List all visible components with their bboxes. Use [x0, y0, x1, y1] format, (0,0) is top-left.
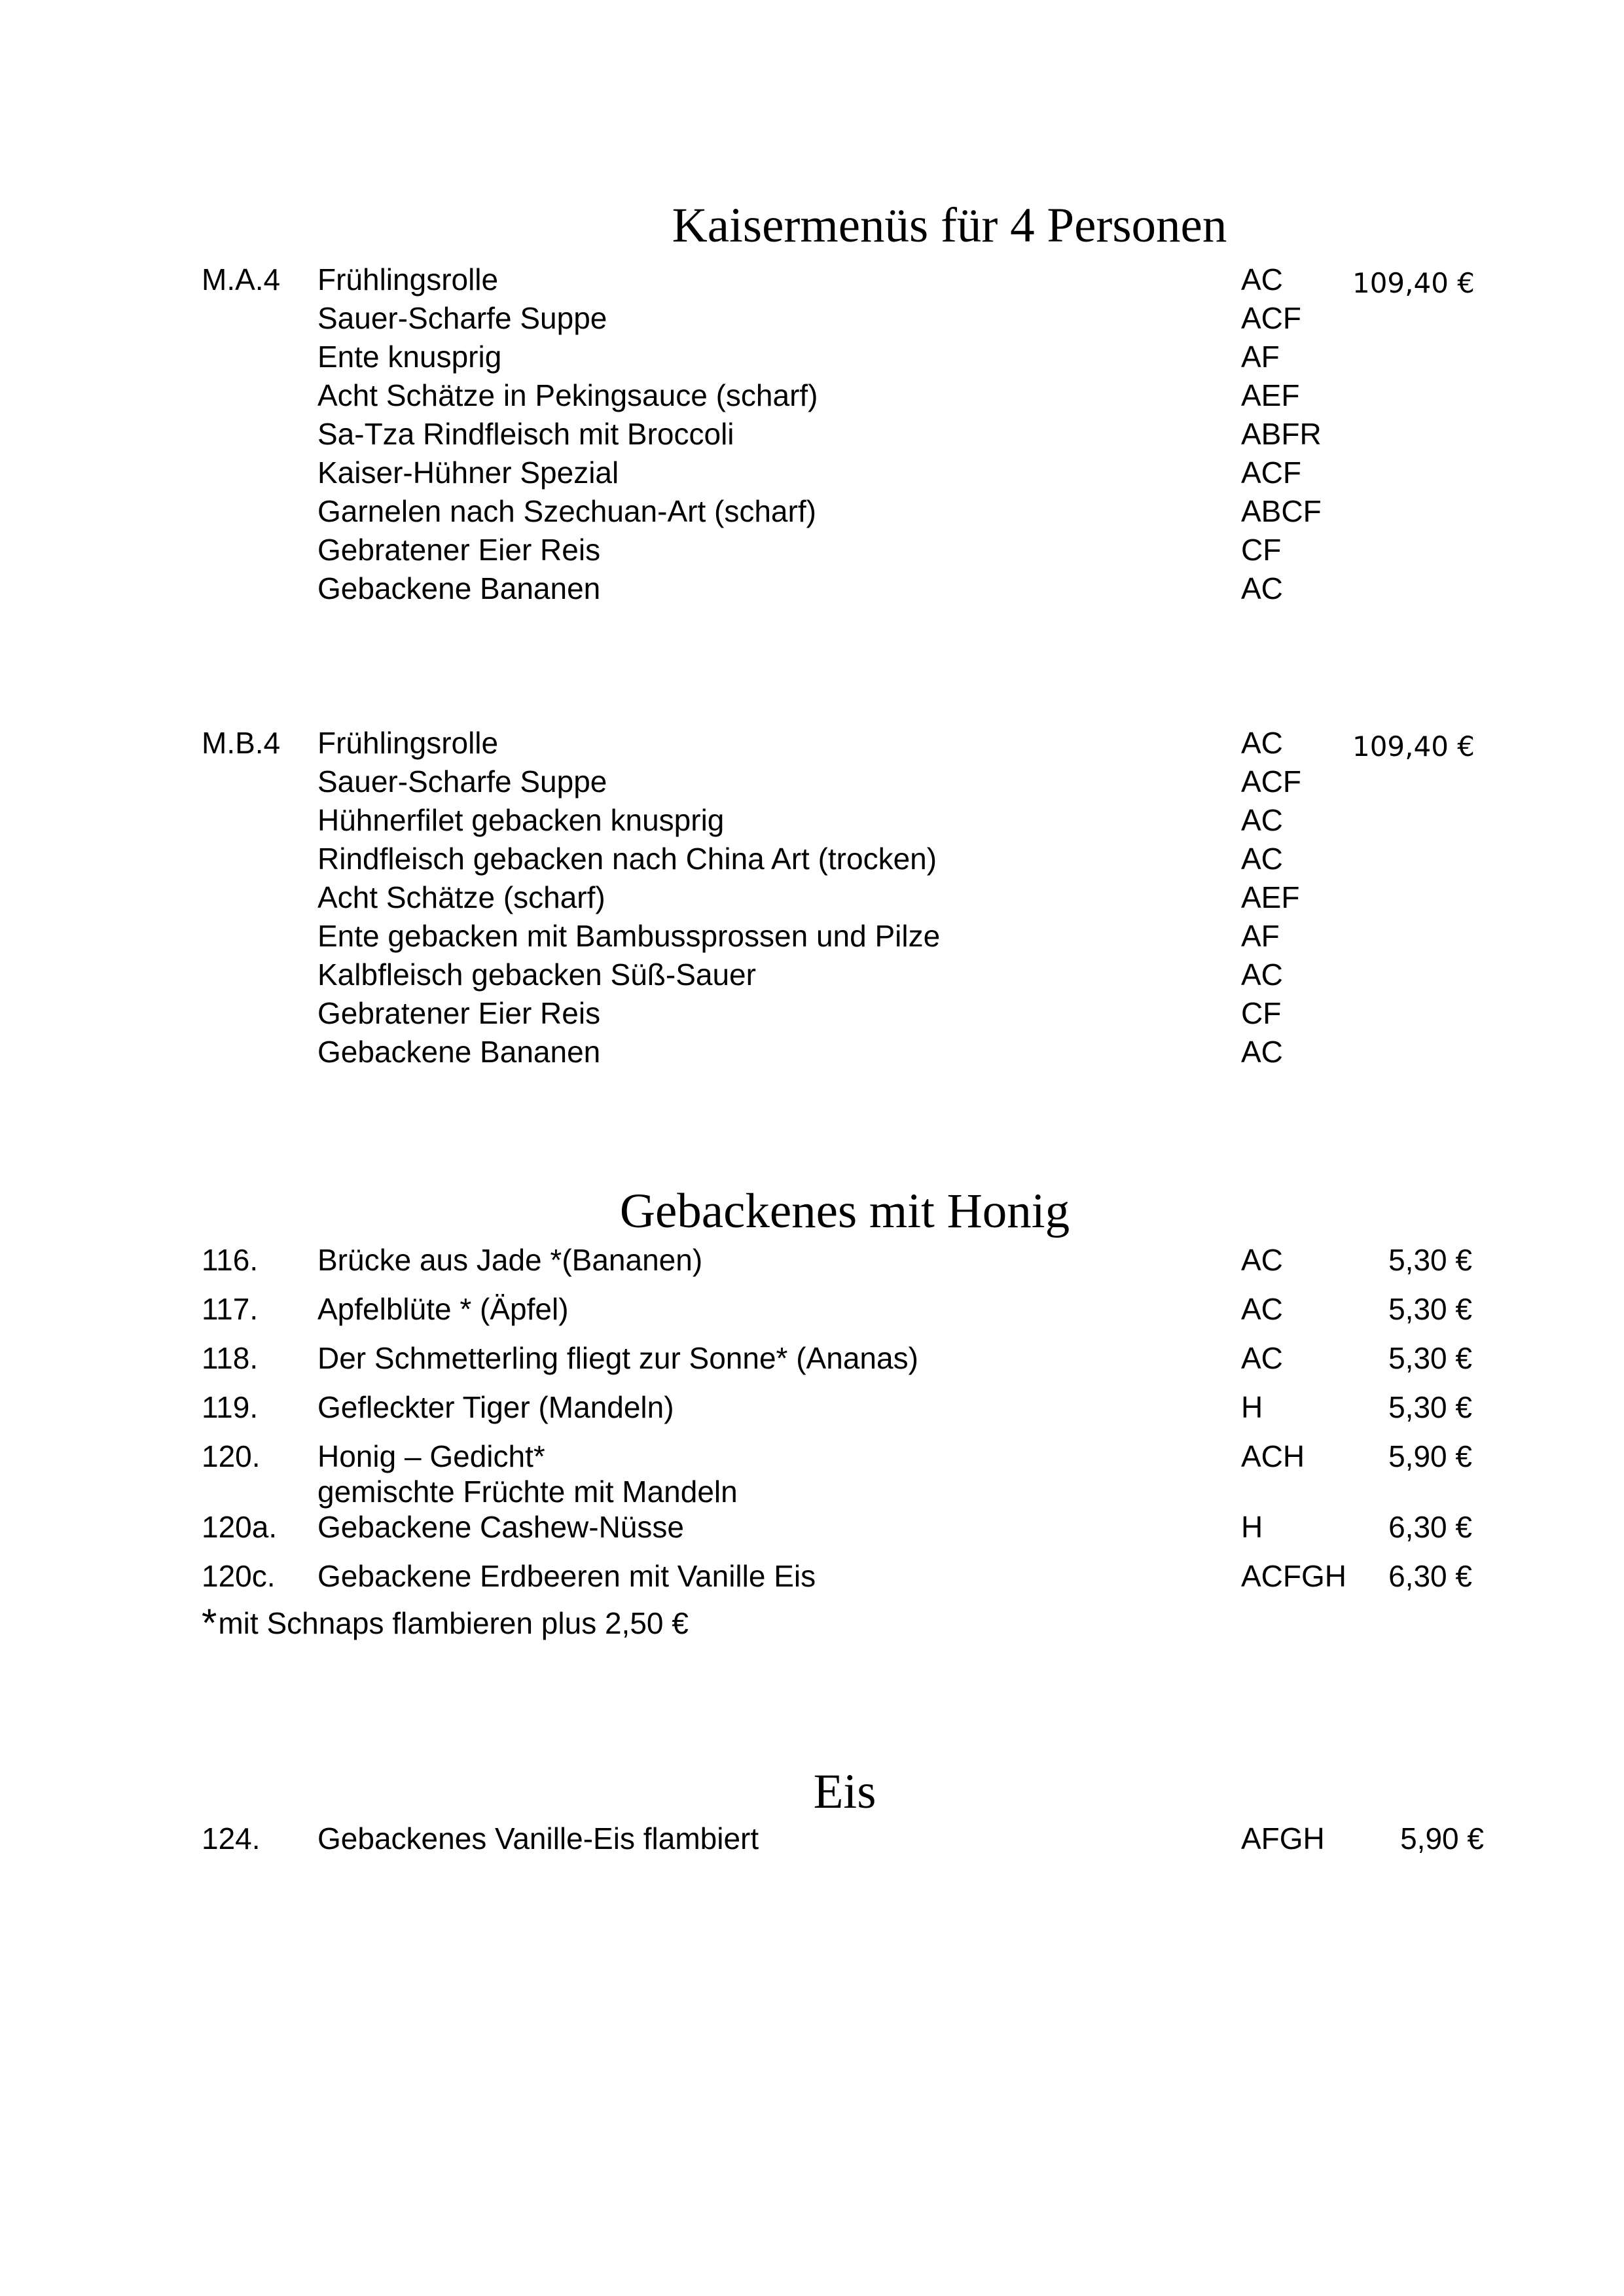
menu-row: [0, 260, 1624, 298]
dish-price: 5,30 €: [1388, 1243, 1472, 1277]
section-title-eis: Eis: [813, 1765, 876, 1819]
menu-row: [0, 415, 1624, 453]
section-title-gebackenes-mit-honig: Gebackenes mit Honig: [619, 1184, 1070, 1238]
menu-code: M.A.4: [202, 262, 281, 296]
dish-price: 6,30 €: [1388, 1510, 1472, 1544]
menu-row: [0, 492, 1624, 530]
dish-name: Frühlingsrolle: [317, 262, 499, 296]
menu-row: [0, 994, 1624, 1032]
dish-price: 5,30 €: [1388, 1390, 1472, 1424]
allergen-codes: ACF: [1241, 301, 1301, 335]
allergen-codes: ACF: [1241, 764, 1301, 798]
menu-row: [0, 569, 1624, 607]
allergen-codes: ACH: [1241, 1439, 1305, 1473]
menu-row: [0, 531, 1624, 569]
dish-name: Garnelen nach Szechuan-Art (scharf): [317, 494, 816, 528]
dish-price: 5,90 €: [1388, 1439, 1472, 1473]
allergen-codes: H: [1241, 1390, 1263, 1424]
dish-name: Acht Schätze in Pekingsauce (scharf): [317, 378, 818, 412]
dish-name: Gebackene Cashew-Nüsse: [317, 1510, 684, 1544]
dish-row: [0, 1437, 1624, 1509]
allergen-codes: CF: [1241, 996, 1282, 1030]
footnote-star: *: [202, 1601, 217, 1645]
dish-price: 6,30 €: [1388, 1559, 1472, 1593]
dish-row: [0, 1241, 1624, 1279]
dish-number: 119.: [202, 1390, 259, 1424]
dish-number: 117.: [202, 1292, 259, 1326]
dish-name: Hühnerfilet gebacken knusprig: [317, 803, 725, 837]
menu-row: [0, 454, 1624, 492]
dish-name: Sauer-Scharfe Suppe: [317, 301, 607, 335]
dish-row: [0, 1820, 1624, 1857]
dish-price: 5,30 €: [1388, 1292, 1472, 1326]
allergen-codes: AC: [1241, 262, 1283, 296]
dish-number: 120c.: [202, 1559, 276, 1593]
allergen-codes: AEF: [1241, 880, 1300, 914]
dish-name: Kalbfleisch gebacken Süß-Sauer: [317, 958, 756, 992]
allergen-codes: AEF: [1241, 378, 1300, 412]
dish-name: Brücke aus Jade *(Bananen): [317, 1243, 703, 1277]
allergen-codes: ACFGH: [1241, 1559, 1346, 1593]
dish-name: Apfelblüte * (Äpfel): [317, 1292, 569, 1326]
dish-name: Gebackene Erdbeeren mit Vanille Eis: [317, 1559, 816, 1593]
dish-price: 5,30 €: [1388, 1341, 1472, 1375]
dish-name: Frühlingsrolle: [317, 726, 499, 760]
dish-name: Sauer-Scharfe Suppe: [317, 764, 607, 798]
dish-name: Kaiser-Hühner Spezial: [317, 456, 619, 490]
allergen-codes: ABFR: [1241, 417, 1322, 451]
allergen-codes: AC: [1241, 1035, 1283, 1069]
dish-name: Acht Schätze (scharf): [317, 880, 605, 914]
allergen-codes: AC: [1241, 571, 1283, 605]
menu-row: [0, 917, 1624, 955]
dish-name: Gebratener Eier Reis: [317, 996, 601, 1030]
menu-price: 109,40 €: [1352, 267, 1475, 299]
dish-number: 118.: [202, 1341, 259, 1375]
allergen-codes: AC: [1241, 726, 1283, 760]
dish-name: Gefleckter Tiger (Mandeln): [317, 1390, 674, 1424]
allergen-codes: AC: [1241, 1292, 1283, 1326]
dish-name: Sa-Tza Rindfleisch mit Broccoli: [317, 417, 734, 451]
allergen-codes: AC: [1241, 842, 1283, 876]
menu-row: [0, 376, 1624, 414]
allergen-codes: ACF: [1241, 456, 1301, 490]
dish-name: Gebackenes Vanille-Eis flambiert: [317, 1821, 759, 1856]
dish-price: 5,90 €: [1400, 1821, 1484, 1856]
dish-number: 124.: [202, 1821, 261, 1856]
dish-row: [0, 1508, 1624, 1546]
menu-row: [0, 878, 1624, 916]
menu-row: [0, 724, 1624, 762]
dish-name: Ente knusprig: [317, 340, 502, 374]
dish-description: gemischte Früchte mit Mandeln: [317, 1475, 738, 1509]
allergen-codes: AF: [1241, 340, 1280, 374]
menu-row: [0, 338, 1624, 376]
dish-row: [0, 1557, 1624, 1595]
allergen-codes: ABCF: [1241, 494, 1322, 528]
dish-name: Gebratener Eier Reis: [317, 533, 601, 567]
menu-row: [0, 299, 1624, 337]
menu-row: [0, 1033, 1624, 1071]
dish-name: Der Schmetterling fliegt zur Sonne* (Ananas): [317, 1341, 918, 1375]
allergen-codes: AC: [1241, 1341, 1283, 1375]
dish-number: 120.: [202, 1439, 261, 1473]
menu-price: 109,40 €: [1352, 730, 1475, 762]
allergen-codes: AF: [1241, 919, 1280, 953]
allergen-codes: AC: [1241, 803, 1283, 837]
dish-name: Gebackene Bananen: [317, 571, 601, 605]
dish-row: [0, 1388, 1624, 1426]
menu-row: [0, 801, 1624, 839]
dish-number: 120a.: [202, 1510, 278, 1544]
menu-row: [0, 956, 1624, 994]
allergen-codes: AC: [1241, 958, 1283, 992]
dish-row: [0, 1290, 1624, 1328]
dish-name: Rindfleisch gebacken nach China Art (trocken): [317, 842, 937, 876]
menu-row: [0, 762, 1624, 800]
allergen-codes: CF: [1241, 533, 1282, 567]
footnote-text: mit Schnaps flambieren plus 2,50 €: [218, 1606, 689, 1640]
dish-number: 116.: [202, 1243, 259, 1277]
section-title-kaisermenues: Kaisermenüs für 4 Personen: [672, 198, 1227, 253]
dish-name: Ente gebacken mit Bambussprossen und Pilze: [317, 919, 941, 953]
allergen-codes: AFGH: [1241, 1821, 1325, 1856]
dish-name: Honig – Gedicht*: [317, 1439, 545, 1473]
menu-code: M.B.4: [202, 726, 281, 760]
menu-row: [0, 840, 1624, 878]
flambe-note: [202, 1601, 689, 1645]
allergen-codes: AC: [1241, 1243, 1283, 1277]
dish-name: Gebackene Bananen: [317, 1035, 601, 1069]
dish-row: [0, 1339, 1624, 1377]
allergen-codes: H: [1241, 1510, 1263, 1544]
